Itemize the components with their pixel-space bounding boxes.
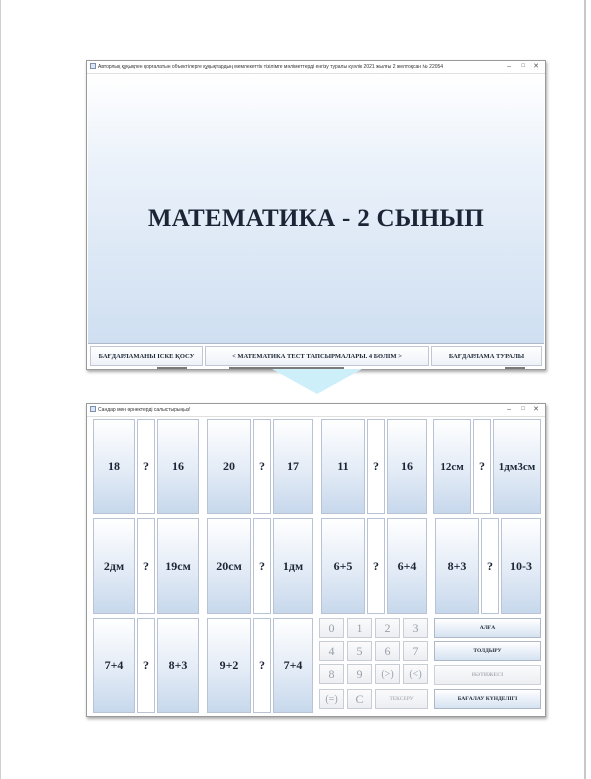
comparison-sign-slot[interactable]: ?	[137, 518, 155, 614]
check-button[interactable]: ТЕКСЕРУ	[375, 689, 428, 709]
comparison-sign-slot[interactable]: ?	[481, 518, 499, 614]
maximize-icon[interactable]: □	[521, 406, 525, 412]
keypad-6-button[interactable]: 6	[375, 641, 400, 661]
comparison-right-operand: 1дм3см	[493, 419, 541, 514]
compare-window-titlebar	[87, 404, 545, 417]
comparison-right-operand: 16	[387, 419, 427, 514]
comparison-sign-slot[interactable]: ?	[367, 518, 385, 614]
minimize-icon[interactable]: –	[507, 406, 511, 413]
clear-button[interactable]: C	[347, 689, 372, 709]
keypad-7-button[interactable]: 7	[403, 641, 428, 661]
keypad-8-button[interactable]: 8	[319, 664, 344, 684]
comparison-right-operand: 7+4	[273, 618, 313, 713]
comparison-sign-slot[interactable]: ?	[253, 618, 271, 713]
about-program-button[interactable]: БАҒДАРЛАМА ТУРАЛЫ	[431, 346, 542, 366]
splash-window	[86, 60, 546, 370]
comparison-left-operand: 8+3	[435, 518, 479, 614]
comparison-left-operand: 20	[207, 419, 251, 514]
comparison-sign-slot[interactable]: ?	[137, 419, 155, 514]
maximize-icon[interactable]: □	[521, 63, 525, 69]
result-button[interactable]: НӘТИЖЕСІ	[434, 665, 541, 685]
page-edge-right	[584, 0, 586, 779]
splash-bottom-bar	[88, 343, 544, 368]
comparison-sign-slot[interactable]: ?	[253, 518, 271, 614]
splash-title: МАТЕМАТИКА - 2 СЫНЫП	[147, 205, 485, 232]
comparison-right-operand: 16	[157, 419, 199, 514]
keypad-1-button[interactable]: 1	[347, 618, 372, 638]
keypad-9-button[interactable]: 9	[347, 664, 372, 684]
shadow-mark	[157, 367, 187, 369]
compare-window	[86, 403, 546, 717]
minimize-icon[interactable]: –	[507, 63, 511, 70]
comparison-right-operand: 10-3	[501, 518, 541, 614]
comparison-right-operand: 19см	[157, 518, 199, 614]
keypad-0-button[interactable]: 0	[319, 618, 344, 638]
next-button[interactable]: АЛҒА	[434, 618, 541, 638]
comparison-left-operand: 9+2	[207, 618, 251, 713]
compare-window-title: Сандар мен өрнектерді салыстырыңыз!	[98, 407, 191, 413]
comparison-left-operand: 12см	[433, 419, 471, 514]
down-arrow-shape	[272, 369, 362, 394]
comparison-sign-slot[interactable]: ?	[253, 419, 271, 514]
section-select-button[interactable]: < МАТЕМАТИКА ТЕСТ ТАПСЫРМАЛАРЫ. 4 БӨЛІМ >	[205, 346, 429, 366]
comparison-left-operand: 2дм	[93, 518, 135, 614]
less-than-button[interactable]: (<)	[403, 664, 428, 684]
comparison-sign-slot[interactable]: ?	[473, 419, 491, 514]
game-area	[88, 417, 544, 715]
greater-than-button[interactable]: (>)	[375, 664, 400, 684]
keypad-4-button[interactable]: 4	[319, 641, 344, 661]
fill-button[interactable]: ТОЛДЫРУ	[434, 641, 541, 661]
splash-window-title: Авторлық құқықпен қорғалатын объектілерге құқықтардың мемлекеттік тізілімге мәліметтерді енгізу туралы куәлік 2021 жылғы 2 желтоқсан № 22054	[98, 64, 444, 70]
start-program-button[interactable]: БАҒДАРЛАМАНЫ ІСКЕ ҚОСУ	[90, 346, 203, 366]
keypad-5-button[interactable]: 5	[347, 641, 372, 661]
comparison-left-operand: 11	[321, 419, 365, 514]
comparison-left-operand: 7+4	[93, 618, 135, 713]
comparison-right-operand: 6+4	[387, 518, 427, 614]
page-edge-left	[0, 0, 1, 779]
comparison-right-operand: 1дм	[273, 518, 313, 614]
comparison-left-operand: 18	[93, 419, 135, 514]
comparison-right-operand: 17	[273, 419, 313, 514]
comparison-left-operand: 6+5	[321, 518, 365, 614]
comparison-left-operand: 20см	[207, 518, 251, 614]
app-icon	[90, 406, 96, 412]
close-icon[interactable]: ✕	[533, 406, 539, 413]
close-icon[interactable]: ✕	[533, 63, 539, 70]
splash-panel	[88, 75, 544, 343]
keypad-2-button[interactable]: 2	[375, 618, 400, 638]
comparison-sign-slot[interactable]: ?	[137, 618, 155, 713]
shadow-mark	[229, 367, 344, 369]
assessment-diary-button[interactable]: БАҒАЛАУ КҮНДЕЛІГІ	[434, 689, 541, 709]
shadow-mark	[505, 367, 525, 369]
app-icon	[90, 63, 96, 69]
comparison-right-operand: 8+3	[157, 618, 199, 713]
comparison-sign-slot[interactable]: ?	[367, 419, 385, 514]
equals-button[interactable]: (=)	[319, 689, 344, 709]
splash-window-titlebar	[87, 61, 545, 74]
keypad-3-button[interactable]: 3	[403, 618, 428, 638]
